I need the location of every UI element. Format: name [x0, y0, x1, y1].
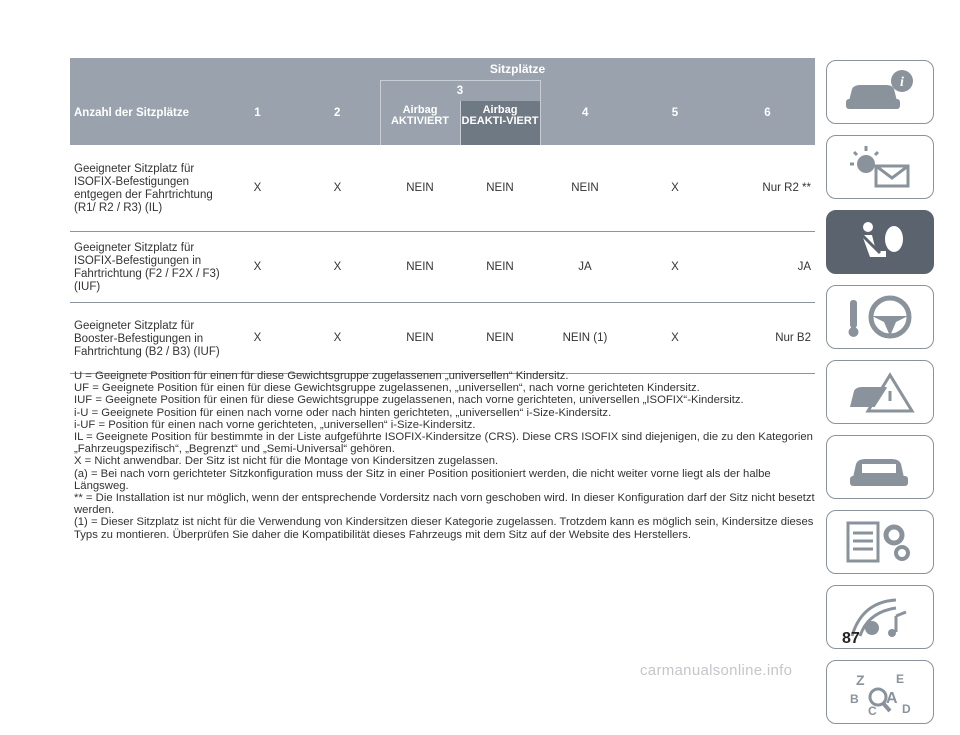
note-line: X = Nicht anwendbar. Der Sitz ist nicht für die Montage von Kindersitzen zugelassen. — [74, 455, 499, 468]
tab-car-info[interactable] — [826, 60, 934, 124]
table-cell: X — [630, 232, 720, 303]
seat-4-header: 4 — [540, 81, 630, 146]
note-line: (a) = Bei nach vorn gerichteter Sitzkonfiguration muss der Sitz in einer Position positioniert werden, die nicht weiter vorne liegt als der halbe Längsweg. — [74, 467, 771, 492]
table-row — [70, 145, 815, 232]
index-letter: B — [850, 692, 859, 706]
table-cell: NEIN — [380, 145, 460, 232]
airbag-deactivated-header: Airbag DEAKTI-VIERT — [460, 101, 540, 145]
row-label: Geeigneter Sitzplatz für Booster-Befestigungen in Fahrtrichtung (B2 / B3) (IUF) — [70, 303, 220, 374]
table-cell: NEIN — [460, 232, 540, 303]
car-info-icon — [840, 67, 920, 117]
table-cell: X — [295, 145, 380, 232]
table-cell: NEIN — [380, 303, 460, 374]
index-letter: D — [902, 702, 911, 716]
note-line: IL = Geeignete Position für bestimmte in der Liste aufgeführte ISOFIX-Kindersitze (CRS). Diese CRS ISOFIX sind diejenigen, die zu den Kategorien „Fahrzeugspezifisch“, „Begrenzt“ und „Semi-Universal“ gehören. — [74, 431, 813, 456]
tab-warning-lights[interactable] — [826, 135, 934, 199]
table-cell: NEIN — [540, 145, 630, 232]
seat-5-header: 5 — [630, 81, 720, 146]
child-seat-table — [70, 58, 815, 374]
group-header: Sitzplätze — [220, 58, 815, 81]
table-cell: Nur B2 — [720, 303, 815, 374]
note-line: i-U = Geeignete Position für einen nach vorne oder nach hinten gerichteten, „universellen“ i-Size-Kindersitz. — [74, 406, 612, 419]
table-cell: X — [220, 303, 295, 374]
index-letter: Z — [856, 672, 865, 688]
index-icon — [840, 667, 920, 717]
table-cell: JA — [540, 232, 630, 303]
table-cell: X — [220, 145, 295, 232]
page-number: 87 — [842, 630, 860, 647]
table-row — [70, 232, 815, 303]
table-row — [70, 303, 815, 374]
index-letter: A — [886, 690, 898, 707]
safety-seat-icon — [840, 217, 920, 267]
seat-6-header: 6 — [720, 81, 815, 146]
maintenance-icon — [840, 442, 920, 492]
seat-3-header: 3 — [380, 81, 540, 102]
tab-technical-data[interactable] — [826, 510, 934, 574]
note-line: i-UF = Position für einen nach vorne gerichteten, „universellen“ i-Size-Kindersitz. — [74, 418, 476, 431]
note-line: UF = Geeignete Position für einen für diese Gewichtsgruppe zugelassenen, „universellen“, nach vorne gerichteten Kindersitz. — [74, 382, 700, 395]
tab-maintenance[interactable] — [826, 435, 934, 499]
index-letter: C — [868, 704, 877, 717]
table-cell: X — [295, 232, 380, 303]
note-line: (1) = Dieser Sitzplatz ist nicht für die Verwendung von Kindersitzen dieser Kategorie zugelassen. Trotzdem kann es möglich sein, Kindersitze dieses Typs zu montieren. Überprüfen Sie daher die Kompatibilität dieses Fahrzeugs mit dem Sitz auf der Website des Herstellers. — [74, 516, 814, 541]
tab-emergency[interactable] — [826, 360, 934, 424]
steering-wheel-icon — [840, 292, 920, 342]
tab-index[interactable] — [826, 660, 934, 724]
table-cell: NEIN — [380, 232, 460, 303]
seat-2-header: 2 — [295, 81, 380, 146]
table-cell: JA — [720, 232, 815, 303]
legend-notes — [74, 370, 816, 541]
row-header: Anzahl der Sitzplätze — [70, 81, 220, 146]
table-cell: NEIN — [460, 303, 540, 374]
note-line: ** = Die Installation ist nur möglich, wenn der entsprechende Vordersitz nach vorn geschoben wird. In dieser Konfiguration darf der Sitz nicht besetzt werden. — [74, 492, 815, 517]
table-cell: NEIN (1) — [540, 303, 630, 374]
warning-lights-icon — [840, 142, 920, 192]
tab-safety[interactable] — [826, 210, 934, 274]
note-line: U = Geeignete Position für einen für diese Gewichtsgruppe zugelassenen „universellen“ Kindersitz. — [74, 370, 569, 382]
note-line: IUF = Geeignete Position für einen für diese Gewichtsgruppe zugelassenen, nach vorne gerichteten, universellen „ISOFIX“-Kindersitz. — [74, 394, 744, 407]
emergency-icon — [840, 367, 920, 417]
airbag-active-header: Airbag AKTIVIERT — [380, 101, 460, 145]
tab-driving[interactable] — [826, 285, 934, 349]
svg-text:i: i — [900, 75, 904, 90]
table-cell: NEIN — [460, 145, 540, 232]
seat-1-header: 1 — [220, 81, 295, 146]
table-cell: X — [630, 303, 720, 374]
table-cell: X — [220, 232, 295, 303]
table-cell: X — [295, 303, 380, 374]
table-cell: Nur R2 ** — [720, 145, 815, 232]
row-label: Geeigneter Sitzplatz für ISOFIX-Befestigungen entgegen der Fahrtrichtung (R1/ R2 / R3) (IL) — [70, 145, 220, 232]
table-cell: X — [630, 145, 720, 232]
watermark: carmanualsonline.info — [640, 662, 793, 679]
technical-data-icon — [840, 517, 920, 567]
index-letter: E — [896, 672, 905, 686]
row-label: Geeigneter Sitzplatz für ISOFIX-Befestigungen in Fahrtrichtung (F2 / F2X / F3) (IUF) — [70, 232, 220, 303]
